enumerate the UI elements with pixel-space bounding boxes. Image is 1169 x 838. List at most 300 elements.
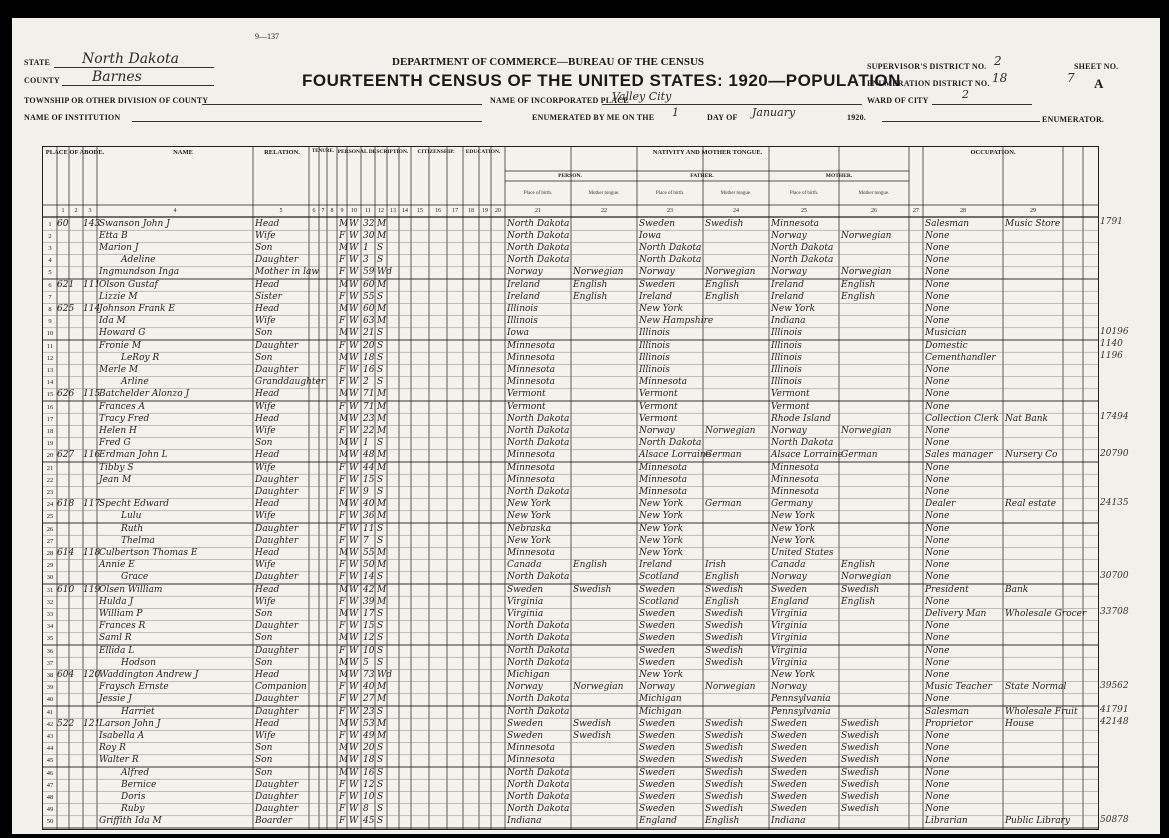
cell-name: Roy R (99, 743, 126, 754)
line-number: 24 (46, 501, 54, 509)
cell-mbp: Indiana (771, 316, 806, 327)
cell-occ: Dealer (925, 499, 956, 510)
cell-rel: Wife (255, 230, 276, 241)
sheet-letter: A (1094, 76, 1104, 91)
cell-sex: F (339, 572, 346, 583)
cell-sex: M (339, 718, 349, 729)
cell-ms: S (377, 255, 384, 266)
cell-ms: M (377, 499, 387, 510)
cell-name: Howard G (99, 328, 146, 339)
cell-dw: 626 (57, 389, 75, 400)
cell-fbp: Ireland (639, 560, 672, 571)
cell-fbp: New Hampshire (639, 316, 714, 327)
cell-rel: Son (255, 755, 273, 766)
cell-race: W (349, 438, 359, 449)
cell-fam: 116 (83, 450, 101, 461)
cell-ms: M (377, 560, 387, 571)
cell-ms: S (377, 474, 384, 485)
cell-name: Thelma (121, 535, 155, 546)
cell-mbp: Alsace Lorraine (771, 450, 843, 461)
cell-age: 73 (363, 669, 375, 680)
cell-sex: M (339, 547, 349, 558)
cell-rel: Mother in law (255, 267, 320, 278)
margin-code: 30700 (1100, 570, 1129, 581)
cell-mt: English (573, 291, 608, 302)
cell-ms: Wd (377, 669, 393, 680)
cell-mbp: Virginia (771, 645, 808, 656)
cell-bp: Virginia (507, 608, 544, 619)
cell-occ: None (925, 535, 950, 546)
cell-fbp: Norway (639, 425, 675, 436)
cell-ind: House (1005, 718, 1035, 729)
cell-ms: M (377, 462, 387, 473)
cell-age: 44 (363, 462, 375, 473)
cell-race: W (349, 218, 359, 229)
line-number: 15 (46, 391, 54, 399)
cell-fbp: Illinois (639, 328, 670, 339)
cell-ms: S (377, 706, 384, 717)
cell-race: W (349, 547, 359, 558)
cell-bp: Norway (507, 682, 543, 693)
cell-mmt: Norwegian (841, 267, 892, 278)
cell-age: 10 (363, 645, 375, 656)
cell-bp: Minnesota (507, 450, 556, 461)
cell-fbp: Sweden (639, 218, 676, 229)
cell-rel: Head (255, 547, 280, 558)
cell-dw: 522 (57, 718, 75, 729)
column-number: 20 (495, 208, 501, 214)
column-number: 16 (435, 208, 441, 214)
enumeration-value: 18 (992, 71, 1008, 85)
column-number: 7 (321, 208, 325, 214)
cell-name: LeRoy R (121, 352, 160, 363)
cell-occ: None (925, 791, 950, 802)
cell-bp: Minnesota (507, 474, 556, 485)
cell-fmt: Swedish (705, 755, 744, 766)
cell-fbp: Minnesota (639, 486, 688, 497)
cell-mbp: Germany (771, 499, 813, 510)
cell-ind: State Normal (1005, 682, 1067, 693)
line-number: 10 (46, 330, 54, 338)
cell-fbp: Norway (639, 267, 675, 278)
sheet-value: 7 (1067, 71, 1075, 85)
cell-race: W (349, 560, 359, 571)
cell-fam: 114 (83, 303, 101, 314)
cell-ms: S (377, 608, 384, 619)
column-number: 26 (871, 208, 877, 214)
cell-sex: M (339, 499, 349, 510)
cell-rel: Wife (255, 730, 276, 741)
cell-fmt: Swedish (705, 779, 744, 790)
cell-ms: M (377, 425, 387, 436)
column-number: 15 (417, 208, 423, 214)
cell-fbp: Michigan (639, 706, 682, 717)
cell-bp: North Dakota (507, 706, 570, 717)
cell-occ: None (925, 242, 950, 253)
cell-fbp: Illinois (639, 340, 670, 351)
cell-fbp: Sweden (639, 584, 676, 595)
cell-rel: Son (255, 438, 273, 449)
cell-occ: None (925, 547, 950, 558)
margin-code: 33708 (1100, 607, 1129, 618)
cell-race: W (349, 474, 359, 485)
line-number: 41 (46, 708, 54, 716)
cell-name: Jean M (99, 474, 132, 485)
cell-ind: Music Store (1005, 218, 1061, 229)
incorporated-value: Valley City (612, 90, 672, 103)
cell-mmt: English (841, 291, 876, 302)
cell-rel: Daughter (255, 694, 299, 705)
cell-ms: M (377, 694, 387, 705)
cell-fbp: New York (639, 535, 684, 546)
cell-age: 15 (363, 474, 375, 485)
cell-occ: None (925, 596, 950, 607)
enumerator-label: ENUMERATOR. (1042, 115, 1105, 124)
line-number: 22 (46, 476, 54, 484)
cell-occ: None (925, 377, 950, 388)
line-number: 32 (46, 598, 54, 606)
cell-fbp: North Dakota (639, 255, 702, 266)
cell-occ: None (925, 572, 950, 583)
cell-occ: Cementhandler (925, 352, 996, 363)
line-number: 38 (46, 671, 54, 679)
county-label: COUNTY (24, 76, 60, 85)
cell-bp: North Dakota (507, 218, 570, 229)
cell-race: W (349, 804, 359, 815)
cell-race: W (349, 303, 359, 314)
line-number: 46 (46, 769, 54, 777)
cell-fam: 115 (83, 389, 101, 400)
cell-ms: M (377, 682, 387, 693)
cell-ind: Bank (1005, 584, 1029, 595)
cell-race: W (349, 401, 359, 412)
cell-name: Tracy Fred (99, 413, 150, 424)
cell-rel: Daughter (255, 474, 299, 485)
cell-sex: F (339, 474, 346, 485)
cell-bp: North Dakota (507, 694, 570, 705)
cell-sex: F (339, 535, 346, 546)
cell-mmt: Swedish (841, 791, 880, 802)
group-nativity: NATIVITY AND MOTHER TONGUE. (652, 149, 763, 156)
cell-race: W (349, 621, 359, 632)
cell-dw: 604 (57, 669, 75, 680)
cell-bp: Minnesota (507, 755, 556, 766)
cell-age: 39 (363, 596, 375, 607)
cell-name: Ruby (121, 804, 145, 815)
cell-rel: Son (255, 608, 273, 619)
cell-age: 1 (363, 242, 369, 253)
group-education: EDUCATION. (465, 149, 501, 155)
cell-ms: S (377, 291, 384, 302)
cell-bp: North Dakota (507, 438, 570, 449)
ward-label: WARD OF CITY (867, 96, 929, 105)
line-number: 36 (46, 647, 54, 655)
line-number: 19 (46, 440, 54, 448)
line-number: 30 (46, 574, 54, 582)
column-number: 8 (330, 208, 334, 214)
sub-header-place-of-birth: Place of birth. (655, 191, 685, 196)
cell-occ: None (925, 804, 950, 815)
line-number: 47 (46, 781, 54, 789)
cell-race: W (349, 340, 359, 351)
cell-race: W (349, 608, 359, 619)
cell-bp: New York (507, 499, 552, 510)
cell-rel: Daughter (255, 364, 299, 375)
cell-name: Adeline (121, 255, 156, 266)
cell-bp: North Dakota (507, 657, 570, 668)
group-person: PERSON. (558, 173, 582, 179)
department-heading: DEPARTMENT OF COMMERCE—BUREAU OF THE CENSUS (392, 56, 705, 68)
cell-ms: M (377, 413, 387, 424)
line-number: 45 (46, 757, 54, 765)
cell-ind: Wholesale Grocer (1005, 608, 1087, 619)
cell-name: Merle M (99, 364, 139, 375)
column-number: 1 (61, 208, 65, 214)
cell-sex: M (339, 450, 349, 461)
sub-header-place-of-birth: Place of birth. (789, 191, 819, 196)
cell-rel: Granddaughter (255, 377, 326, 388)
cell-bp: Minnesota (507, 377, 556, 388)
cell-name: Griffith Ida M (99, 816, 162, 827)
cell-name: Larson John J (99, 718, 161, 729)
cell-mbp: Sweden (771, 584, 808, 595)
cell-race: W (349, 779, 359, 790)
cell-mbp: New York (771, 535, 816, 546)
cell-race: W (349, 669, 359, 680)
cell-fbp: Sweden (639, 743, 676, 754)
cell-ms: M (377, 230, 387, 241)
cell-age: 53 (363, 718, 375, 729)
cell-fmt: Norwegian (705, 425, 756, 436)
cell-race: W (349, 267, 359, 278)
line-number: 44 (46, 745, 54, 753)
cell-occ: None (925, 230, 950, 241)
column-number: 24 (733, 208, 739, 214)
margin-code: 41791 (1100, 705, 1129, 715)
cell-name: Culbertson Thomas E (99, 547, 198, 558)
cell-mbp: Illinois (771, 328, 802, 339)
cell-ind: Nursery Co (1005, 450, 1058, 461)
cell-occ: Proprietor (925, 718, 973, 729)
cell-age: 16 (363, 767, 375, 778)
cell-mbp: Pennsylvania (771, 706, 831, 717)
cell-fbp: Vermont (639, 413, 678, 424)
cell-mbp: Virginia (771, 657, 808, 668)
cell-mmt: Swedish (841, 730, 880, 741)
cell-sex: F (339, 230, 346, 241)
cell-sex: M (339, 218, 349, 229)
cell-rel: Daughter (255, 486, 299, 497)
cell-sex: M (339, 303, 349, 314)
cell-bp: North Dakota (507, 791, 570, 802)
cell-sex: F (339, 255, 346, 266)
line-number: 3 (48, 244, 52, 252)
cell-mbp: Norway (771, 267, 807, 278)
cell-fbp: Illinois (639, 352, 670, 363)
cell-mmt: Norwegian (841, 572, 892, 583)
line-number: 21 (46, 464, 54, 472)
cell-fmt: Norwegian (705, 267, 756, 278)
cell-bp: Sweden (507, 584, 544, 595)
cell-ms: S (377, 364, 384, 375)
line-number: 42 (46, 720, 54, 728)
cell-ms: S (377, 352, 384, 363)
cell-name: Lizzie M (99, 291, 138, 302)
cell-sex: F (339, 779, 346, 790)
cell-fbp: Minnesota (639, 377, 688, 388)
margin-code: 39562 (1100, 680, 1129, 691)
state-value: North Dakota (82, 51, 179, 67)
cell-mmt: Norwegian (841, 230, 892, 241)
cell-name: Etta B (99, 230, 128, 241)
cell-race: W (349, 596, 359, 607)
cell-age: 10 (363, 791, 375, 802)
cell-dw: 621 (57, 279, 75, 290)
cell-name: Saml R (99, 633, 132, 644)
cell-fmt: English (705, 291, 740, 302)
cell-occ: None (925, 303, 950, 314)
cell-mmt: Swedish (841, 584, 880, 595)
cell-mmt: English (841, 279, 876, 290)
cell-age: 55 (363, 547, 375, 558)
cell-age: 60 (363, 279, 375, 290)
cell-occ: None (925, 645, 950, 656)
cell-fbp: Sweden (639, 779, 676, 790)
cell-bp: North Dakota (507, 413, 570, 424)
cell-fmt: English (705, 596, 740, 607)
cell-bp: Vermont (507, 401, 546, 412)
cell-mbp: Indiana (771, 816, 806, 827)
line-number: 20 (46, 452, 54, 460)
cell-bp: Norway (507, 267, 543, 278)
cell-bp: Indiana (507, 816, 542, 827)
cell-occ: None (925, 389, 950, 400)
cell-rel: Son (255, 767, 273, 778)
cell-occ: None (925, 633, 950, 644)
sub-header-place-of-birth: Place of birth. (523, 191, 553, 196)
line-number: 18 (46, 427, 54, 435)
cell-race: W (349, 377, 359, 388)
cell-rel: Head (255, 499, 280, 510)
cell-mbp: Illinois (771, 364, 802, 375)
cell-bp: Minnesota (507, 340, 556, 351)
cell-ms: M (377, 547, 387, 558)
state-label: STATE (24, 58, 51, 67)
line-number: 12 (46, 354, 54, 362)
cell-fbp: New York (639, 511, 684, 522)
cell-mbp: Norway (771, 230, 807, 241)
column-number: 27 (913, 208, 919, 214)
column-number: 14 (402, 208, 408, 214)
cell-fbp: Sweden (639, 608, 676, 619)
cell-fbp: New York (639, 547, 684, 558)
cell-mbp: Pennsylvania (771, 694, 831, 705)
cell-bp: Nebraska (507, 523, 552, 534)
cell-rel: Daughter (255, 255, 299, 266)
line-number: 33 (46, 610, 54, 618)
cell-fmt: Swedish (705, 791, 744, 802)
cell-mt: Norwegian (573, 682, 624, 693)
cell-age: 16 (363, 364, 375, 375)
cell-occ: Music Teacher (925, 682, 992, 693)
cell-fbp: Sweden (639, 633, 676, 644)
cell-race: W (349, 706, 359, 717)
cell-occ: None (925, 425, 950, 436)
cell-age: 27 (363, 694, 375, 705)
cell-mbp: Virginia (771, 608, 808, 619)
cell-fbp: Alsace Lorraine (639, 450, 711, 461)
county-value: Barnes (92, 69, 142, 85)
cell-name: Alfred (121, 767, 150, 778)
cell-rel: Daughter (255, 621, 299, 632)
cell-fbp: Sweden (639, 767, 676, 778)
margin-code: 1140 (1100, 339, 1123, 349)
cell-age: 12 (363, 779, 375, 790)
column-number: 28 (960, 208, 966, 214)
cell-mbp: England (771, 596, 809, 607)
cell-occ: None (925, 779, 950, 790)
cell-bp: Vermont (507, 389, 546, 400)
line-number: 48 (46, 793, 54, 801)
cell-fbp: Scotland (639, 572, 680, 583)
line-number: 28 (46, 549, 54, 557)
cell-race: W (349, 328, 359, 339)
group-name: NAME (173, 149, 193, 156)
cell-mt: Swedish (573, 730, 612, 741)
cell-mbp: Minnesota (771, 486, 820, 497)
cell-bp: North Dakota (507, 767, 570, 778)
cell-ms: S (377, 438, 384, 449)
cell-age: 59 (363, 267, 375, 278)
cell-sex: F (339, 291, 346, 302)
cell-rel: Daughter (255, 340, 299, 351)
cell-age: 18 (363, 755, 375, 766)
cell-mmt: Swedish (841, 755, 880, 766)
cell-ms: M (377, 718, 387, 729)
cell-mt: Swedish (573, 584, 612, 595)
cell-fmt: Swedish (705, 767, 744, 778)
cell-age: 2 (363, 377, 369, 388)
cell-sex: F (339, 511, 346, 522)
cell-ms: M (377, 596, 387, 607)
cell-bp: Iowa (507, 328, 530, 339)
cell-occ: Sales manager (925, 450, 993, 461)
cell-occ: None (925, 694, 950, 705)
cell-sex: M (339, 438, 349, 449)
cell-mbp: Norway (771, 572, 807, 583)
column-number: 2 (74, 208, 78, 214)
cell-ms: S (377, 486, 384, 497)
column-number: 22 (601, 208, 607, 214)
cell-rel: Wife (255, 401, 276, 412)
cell-name: Waddington Andrew J (99, 669, 199, 680)
cell-bp: New York (507, 511, 552, 522)
cell-age: 23 (363, 413, 375, 424)
line-number: 2 (48, 232, 52, 240)
cell-bp: Ireland (507, 291, 540, 302)
cell-name: Swanson John J (99, 218, 170, 229)
cell-rel: Daughter (255, 804, 299, 815)
line-number: 26 (46, 525, 54, 533)
cell-ms: S (377, 791, 384, 802)
cell-ms: S (377, 242, 384, 253)
cell-mt: Swedish (573, 718, 612, 729)
cell-name: Ingmundson Inga (99, 267, 180, 278)
cell-fbp: New York (639, 669, 684, 680)
cell-fbp: New York (639, 523, 684, 534)
cell-mbp: Minnesota (771, 218, 820, 229)
cell-bp: North Dakota (507, 645, 570, 656)
